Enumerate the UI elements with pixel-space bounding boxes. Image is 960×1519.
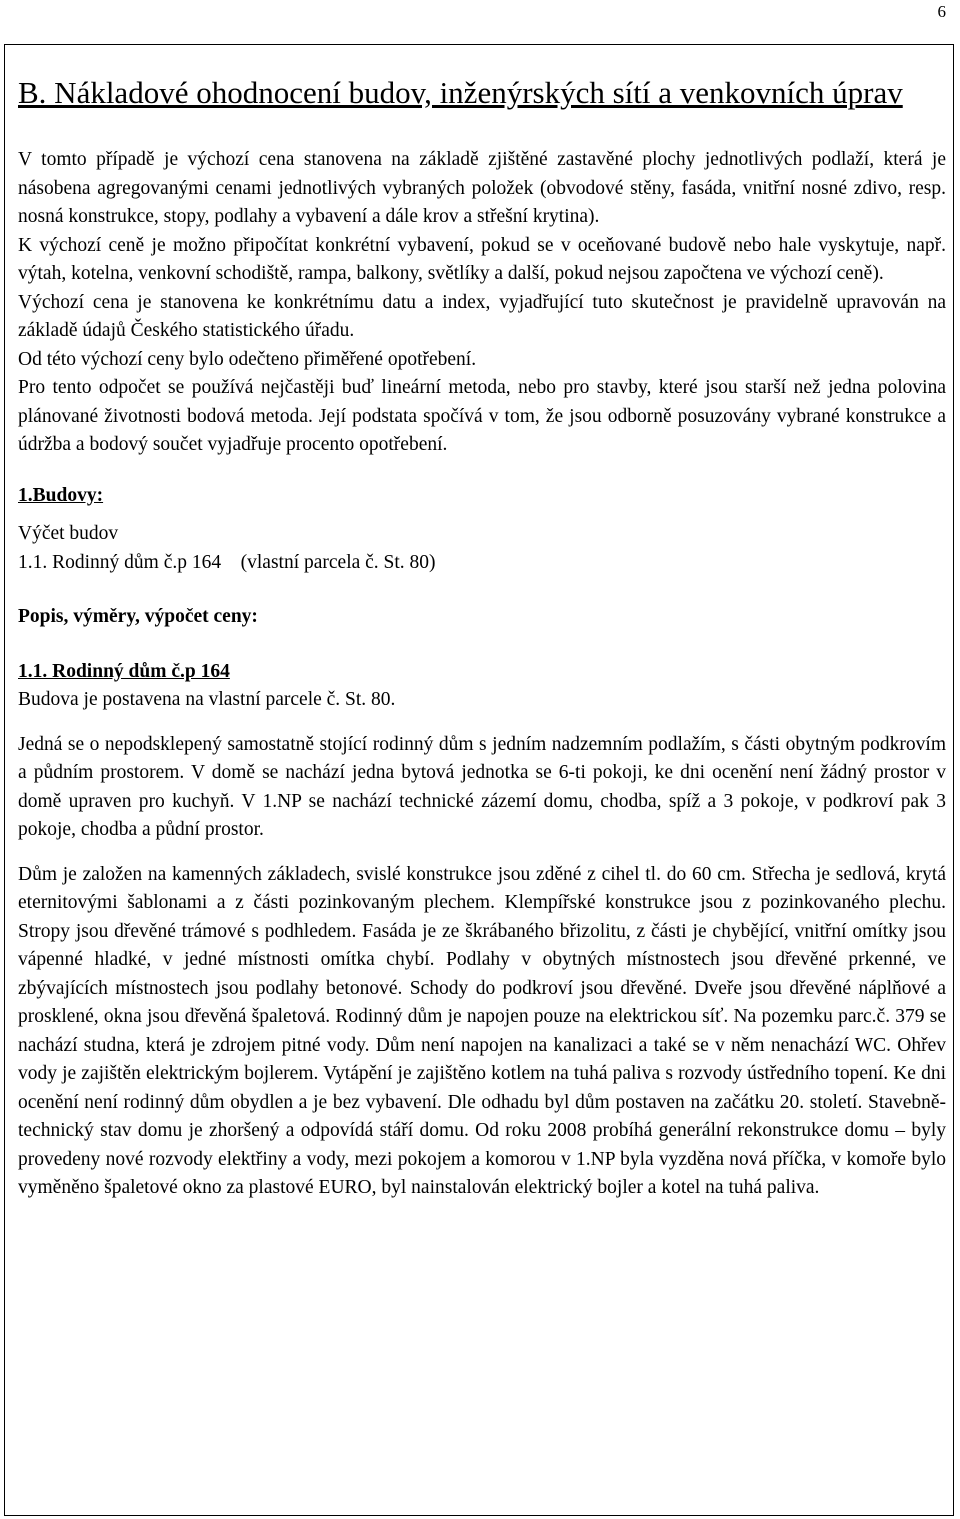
intro-paragraph-5: Pro tento odpočet se používá nejčastěji buď lineární metoda, nebo pro stavby, které jsou starší než jedna polovina plánované životnosti bodová metoda. Její podstata spočívá v tom, že jsou odborně posuzovány vybrané konstrukce a údržba a bodový součet vyjadřuje procento opotřebení. <box>18 377 946 455</box>
buildings-heading: 1.Budovy: <box>18 484 104 506</box>
intro-paragraph-4: Od této výchozí ceny bylo odečteno přiměřené opotřebení. <box>18 348 477 370</box>
intro-paragraph-2: K výchozí ceně je možno připočítat konkrétní vybavení, pokud se v oceňované budově nebo hale vyskytuje, např. výtah, kotelna, venkovní schodiště, rampa, balkony, světlíky a další, pokud nejsou započtena ve výchozí ceně). <box>18 234 946 284</box>
buildings-list-item: 1.1. Rodinný dům č.p 164 (vlastní parcela č. St. 80) <box>18 551 436 573</box>
page-number: 6 <box>937 2 946 21</box>
intro-paragraph-3: Výchozí cena je stanovena ke konkrétnímu datu a index, vyjadřující tuto skutečnost je pravidelně upravován na základě údajů Českého statistického úřadu. <box>18 291 946 341</box>
section-title: B. Nákladové ohodnocení budov, inženýrských sítí a venkovních úprav <box>18 75 903 110</box>
document-content <box>18 72 946 1203</box>
description-location: Budova je postavena na vlastní parcele č. St. 80. <box>18 689 396 710</box>
description-paragraph-1: Jedná se o nepodsklepený samostatně stojící rodinný dům s jedním nadzemním podlažím, s části obytným podkrovím a půdním prostorem. V domě se nachází jedna bytová jednotka se 6-ti pokoji, ke dni ocenění není žádný prostor v domě upraven pro kuchyň. V 1.NP se nachází technické zázemí domu, chodba, spíž a 3 pokoje, v podkroví pak 3 pokoje, chodba a půdní prostor. <box>18 733 946 840</box>
description-paragraph-2: Dům je založen na kamenných základech, svislé konstrukce jsou zděné z cihel tl. do 60 cm. Střecha je sedlová, krytá eternitovými šablonami a z části pozinkovaným plechem. Klempířské konstrukce jsou z pozinkovaného plechu. Stropy jsou dřevěné trámové s podhledem. Fasáda je ze škrábaného břizolitu, z části je chybějící, vnitřní omítky jsou vápenné hladké, v jedné místnosti omítka chybí. Podlahy v obytných místnostech jsou dřevěné prkenné, ve zbývajících místnostech jsou podlahy betonové. Schody do podkroví jsou dřevěné. Dveře jsou dřevěné náplňové a prosklené, okna jsou dřevěná špaletová. Rodinný dům je napojen pouze na elektrickou síť. Na pozemku parc.č. 379 se nachází studna, která je zdrojem pitné vody. Dům není napojen na kanalizaci a také se v něm nenachází WC. Ohřev vody je zajištěn elektrickým bojlerem. Vytápění je zajištěno kotlem na tuhá paliva s rozvody ústředního topení. Ke dni ocenění není rodinný dům obydlen a je bez vybavení. Dle odhadu byl dům postaven na začátku 20. století. Stavebně-technický stav domu je zhoršený a odpovídá stáří domu. Od roku 2008 probíhá generální rekonstrukce domu – byly provedeny nové rozvody elektřiny a vody, mezi pokojem a komorou v 1.NP byla vyzděna nová příčka, v komoře bylo vyměněno špaletové okno za plastové EURO, byl nainstalován elektrický bojler a kotel na tuhá paliva. <box>18 863 946 1198</box>
buildings-list-title: Výčet budov <box>18 523 119 544</box>
intro-paragraph-1: V tomto případě je výchozí cena stanovena na základě zjištěné zastavěné plochy jednotlivých podlaží, která je násobena agregovanými cenami jednotlivých vybraných položek (obvodové stěny, fasáda, vnitřní nosné zdivo, resp. nosná konstrukce, stopy, podlahy a vybavení a dále krov a střešní krytina). <box>18 149 946 227</box>
description-heading: Popis, výměry, výpočet ceny: <box>18 606 258 627</box>
description-subheading: 1.1. Rodinný dům č.p 164 <box>18 660 230 682</box>
